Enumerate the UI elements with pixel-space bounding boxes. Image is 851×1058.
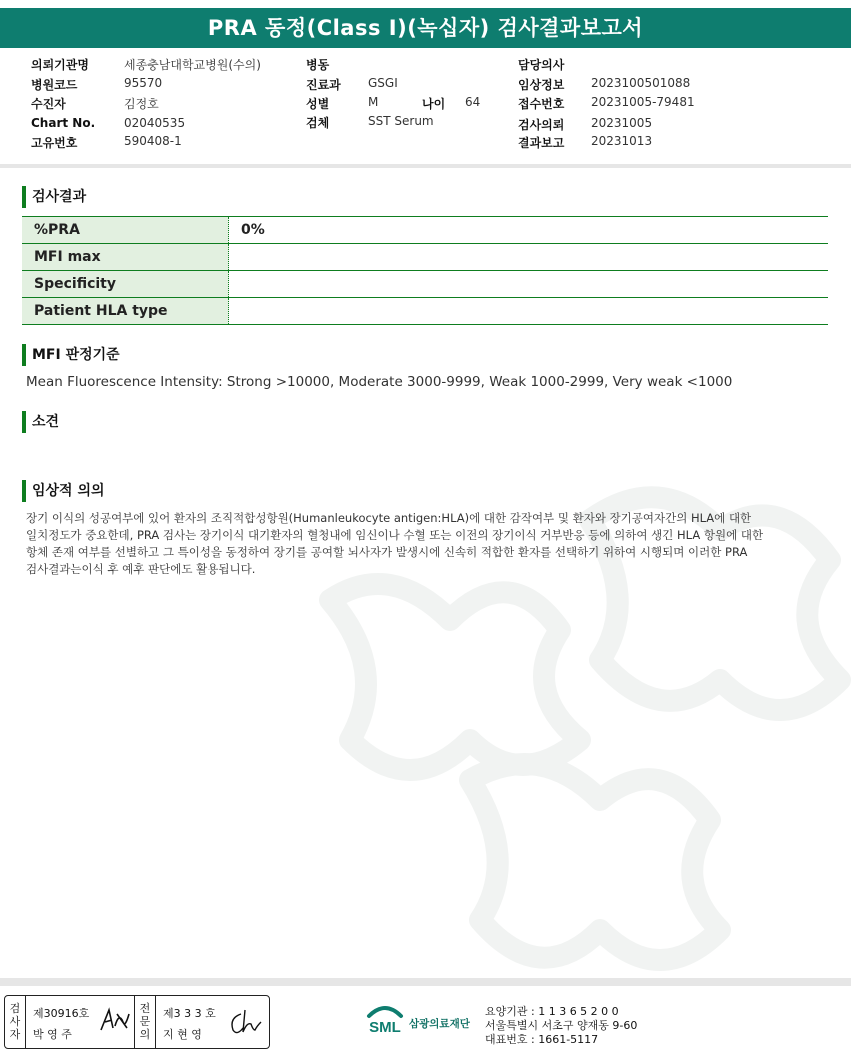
divider — [155, 996, 156, 1048]
mfi-criteria-text: Mean Fluorescence Intensity: Strong >10000, Moderate 3000-9999, Weak 1000-2999, Very weak <1000 — [26, 374, 733, 390]
result-value — [229, 298, 829, 325]
result-value — [229, 271, 829, 298]
hospital-code-value: 95570 — [124, 76, 163, 90]
sml-logo-icon — [363, 1000, 407, 1040]
tester-signature — [97, 1004, 131, 1038]
request-date-value: 20231005 — [591, 116, 653, 130]
mfi-section-title: MFI 판정기준 — [22, 344, 120, 366]
logo-name: 삼광의료재단 — [409, 1018, 470, 1030]
report-date-value: 20231013 — [591, 134, 653, 148]
approver-signature — [227, 1006, 263, 1038]
table-row — [22, 244, 828, 271]
logo-mark-text: SML — [369, 1019, 401, 1036]
specimen-label: 검체 — [306, 116, 330, 130]
result-value — [229, 244, 829, 271]
chart-no-label: Chart No. — [31, 116, 96, 130]
institution-code: 요양기관 : 1 1 3 6 5 2 0 0 — [485, 1005, 619, 1018]
unique-no-label: 고유번호 — [31, 136, 78, 150]
specimen-value: SST Serum — [368, 114, 434, 128]
paragraph-line: 항체 존재 여부를 선별하고 그 특이성을 동정하여 장기를 공여할 뇌사자가 발생시에 신속히 적합한 환자를 선택하기 위하여 시행되며 이러한 PRA — [26, 545, 748, 559]
table-row — [22, 271, 828, 298]
sex-label: 성별 — [306, 97, 330, 111]
divider — [134, 996, 135, 1048]
report-date-label: 결과보고 — [518, 136, 565, 150]
unique-no-value: 590408-1 — [124, 134, 182, 148]
receipt-no-value: 20231005-79481 — [591, 95, 695, 109]
institution-label: 의뢰기관명 — [31, 58, 89, 72]
doctor-label: 담당의사 — [518, 58, 565, 72]
header-divider — [0, 164, 851, 168]
clinical-significance-title: 임상적 의의 — [22, 480, 105, 502]
clinical-info-value: 2023100501088 — [591, 76, 691, 90]
clinical-info-label: 임상정보 — [518, 78, 565, 92]
approver-label: 전문의 — [139, 1002, 151, 1041]
patient-value: 김정호 — [124, 97, 159, 111]
paragraph-line: 일치정도가 중요한데, PRA 검사는 장기이식 대기환자의 혈청내에 임신이나 수혈 또는 이전의 장기이식 거부반응 등에 의하여 생긴 HLA 항원에 대한 — [26, 528, 764, 542]
address: 서울특별시 서초구 양재동 9-60 — [485, 1019, 638, 1032]
table-row — [22, 298, 828, 325]
institution-value: 세종충남대학교병원(수의) — [124, 58, 261, 72]
dept-label: 진료과 — [306, 78, 341, 92]
result-value: 0% — [229, 217, 829, 244]
results-section-title: 검사결과 — [22, 186, 86, 208]
sex-value: M — [368, 95, 379, 109]
dept-value: GSGI — [368, 76, 398, 90]
paragraph-line: 장기 이식의 성공여부에 있어 환자의 조직적합성항원(Humanleukocyte antigen:HLA)에 대한 감작여부 및 환자와 장기공여자간의 HLA에 대한 — [26, 511, 752, 525]
age-value: 64 — [465, 95, 481, 109]
receipt-no-label: 접수번호 — [518, 97, 565, 111]
report-title: PRA 동정(Class I)(녹십자) 검사결과보고서 — [0, 8, 851, 48]
footer-divider — [0, 978, 851, 986]
signature-box — [4, 995, 270, 1049]
approver-license-no: 제3 3 3 호 — [163, 1007, 216, 1020]
tester-license-no: 제30916호 — [33, 1007, 90, 1020]
opinion-section-title: 소견 — [22, 411, 59, 433]
approver-name: 지 현 영 — [163, 1028, 202, 1041]
result-key: %PRA — [22, 217, 229, 244]
hospital-code-label: 병원코드 — [31, 78, 78, 92]
tester-name: 박 영 주 — [33, 1028, 72, 1041]
table-row — [22, 217, 828, 244]
paragraph-line: 검사결과는이식 후 예후 판단에도 활용됩니다. — [26, 562, 256, 576]
result-key: Specificity — [22, 271, 229, 298]
divider — [25, 996, 26, 1048]
results-table — [22, 216, 828, 325]
chart-no-value: 02040535 — [124, 116, 186, 130]
ward-label: 병동 — [306, 58, 330, 72]
tester-label: 검사자 — [9, 1002, 21, 1041]
result-key: MFI max — [22, 244, 229, 271]
age-label: 나이 — [422, 97, 446, 111]
request-date-label: 검사의뢰 — [518, 118, 565, 132]
phone: 대표번호 : 1661-5117 — [485, 1033, 599, 1046]
patient-label: 수진자 — [31, 97, 66, 111]
result-key: Patient HLA type — [22, 298, 229, 325]
clinical-significance-text — [26, 510, 826, 578]
